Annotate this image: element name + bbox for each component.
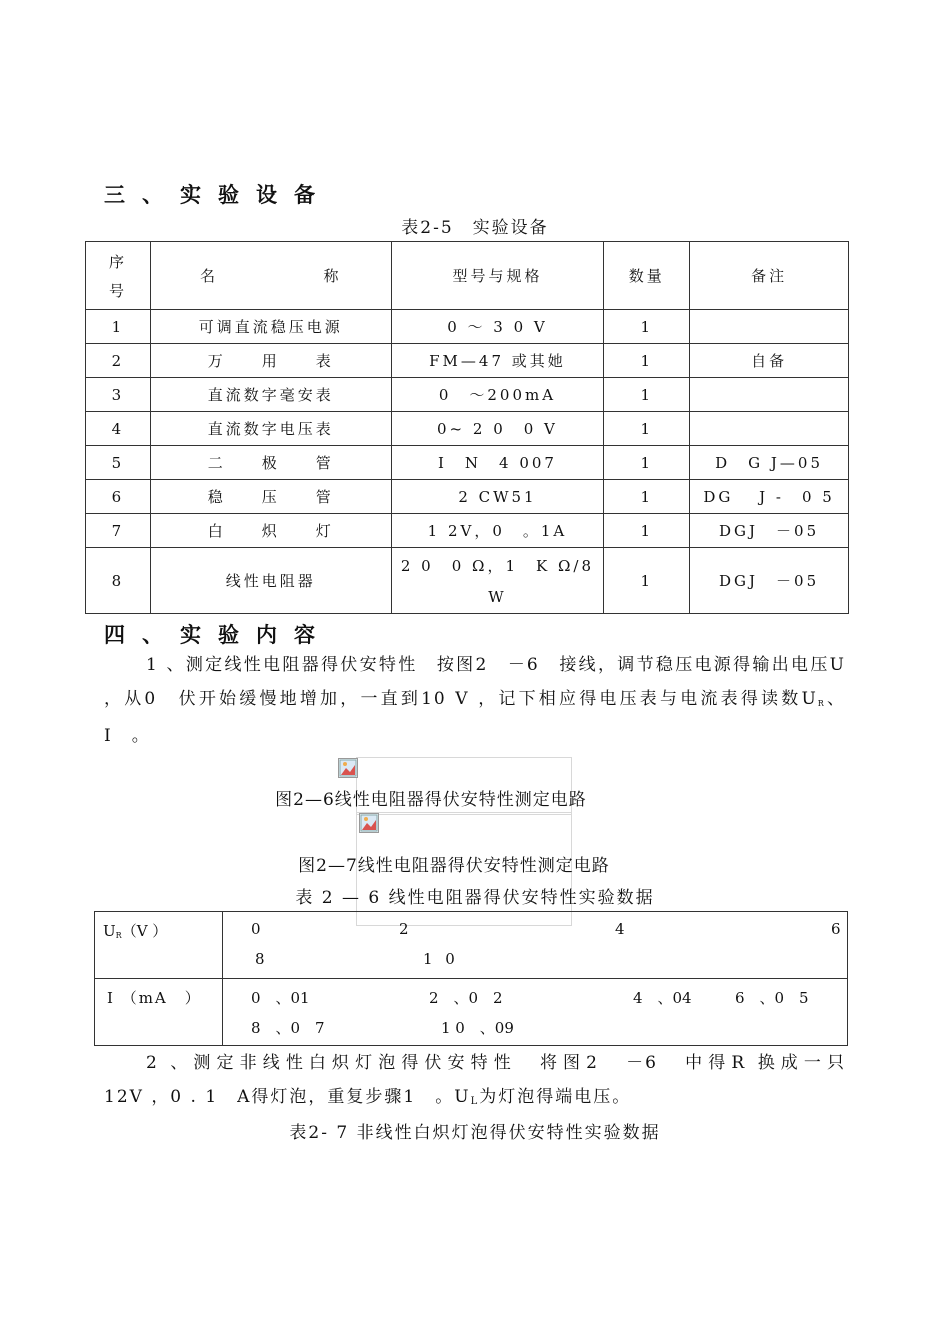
broken-image-icon — [338, 758, 358, 778]
row-name: 线性电阻器 — [150, 548, 391, 614]
row-spec-line1: 2 0 0 Ω，1 K Ω/8 — [400, 557, 595, 575]
i-value: 0 、01 — [250, 989, 310, 1007]
row-name: 万 用 表 — [150, 344, 391, 378]
row-no: 5 — [86, 446, 151, 480]
header-spec: 型号与规格 — [391, 242, 604, 310]
ur-values-line1 — [223, 912, 847, 946]
i-values-line1 — [223, 979, 847, 1013]
paragraph-1 — [104, 648, 846, 753]
row-note: DG J - 0 5 — [690, 480, 849, 514]
table-2-7-caption: 表2- 7 非线性白炽灯泡得伏安特性实验数据 — [289, 1123, 661, 1143]
ur-label-unit: （V ） — [121, 922, 168, 940]
table-row — [86, 344, 849, 378]
row-spec: 0~ 2 0 0 V — [391, 412, 604, 446]
table-row — [86, 310, 849, 344]
table-row — [86, 378, 849, 412]
header-seq-bottom: 号 — [108, 281, 127, 300]
paragraph-1-text: 1 、测定线性电阻器得伏安特性 按图2 －6 接线，调节稳压电源得输出电压U ，从0 伏开始缓慢地增加，一直到10 V ，记下相应得电压表与电流表得读数 — [104, 655, 846, 709]
row-no: 7 — [86, 514, 151, 548]
ur-values-line2 — [223, 946, 847, 978]
row-no: 8 — [86, 548, 151, 614]
row-no: 3 — [86, 378, 151, 412]
row-qty: 1 — [604, 548, 690, 614]
row-note: DGJ －05 — [690, 514, 849, 548]
figure-2-6-caption: 图2—6线性电阻器得伏安特性测定电路 — [275, 790, 587, 810]
table-row — [86, 412, 849, 446]
i-value: 1 0 、09 — [440, 1019, 514, 1037]
row-name: 可调直流稳压电源 — [150, 310, 391, 344]
paragraph-2-line1: 2 、测定非线性白炽灯泡得伏安特性 将图2 －6 中得R 换成一只 — [146, 1053, 846, 1073]
row-qty: 1 — [604, 480, 690, 514]
i-values-cell — [222, 979, 847, 1046]
ur-label: U — [103, 922, 116, 940]
row-qty: 1 — [604, 378, 690, 412]
row-note — [690, 378, 849, 412]
header-note: 备注 — [690, 242, 849, 310]
i-value: 8 、0 7 — [250, 1019, 325, 1037]
row-note: D G J—05 — [690, 446, 849, 480]
paragraph-2 — [104, 1046, 846, 1117]
row-spec: 0 ～200mA — [391, 378, 604, 412]
i-value: 4 、04 — [632, 989, 692, 1007]
equipment-table — [85, 241, 849, 614]
table-row — [95, 979, 848, 1046]
ur-value: 8 — [254, 950, 265, 968]
row-spec: 1 2V，0 。1A — [391, 514, 604, 548]
paragraph-2-line2 — [104, 1080, 846, 1117]
header-name — [150, 242, 391, 310]
i-value: 6 、0 5 — [734, 989, 809, 1007]
row-spec-line2: W — [488, 588, 507, 606]
row-qty: 1 — [604, 514, 690, 548]
row-note — [690, 310, 849, 344]
ul-subscript: L — [470, 1096, 480, 1107]
broken-image-icon — [359, 813, 379, 833]
row-spec: I N 4 007 — [391, 446, 604, 480]
table-row — [86, 480, 849, 514]
i-value: 2 、0 2 — [428, 989, 503, 1007]
row-note: 自备 — [690, 344, 849, 378]
ur-subscript: R — [817, 699, 826, 708]
paragraph-2-line2-text: 12V ，0 . 1 A得灯泡，重复步骤1 。U — [104, 1087, 471, 1107]
row-name: 直流数字电压表 — [150, 412, 391, 446]
ur-symbol: U — [801, 689, 818, 709]
ur-values-cell — [222, 912, 847, 979]
row-name: 白 炽 灯 — [150, 514, 391, 548]
row-spec: 2 CW51 — [391, 480, 604, 514]
table-row — [86, 514, 849, 548]
row-qty: 1 — [604, 344, 690, 378]
table-header-row — [86, 242, 849, 310]
paragraph-1-end: 、I 。 — [104, 689, 846, 746]
row-no: 6 — [86, 480, 151, 514]
paragraph-2-line2-end: 为灯泡得端电压。 — [479, 1087, 632, 1107]
figure-2-7-caption: 图2—7线性电阻器得伏安特性测定电路 — [298, 856, 610, 876]
resistor-data-table — [94, 911, 848, 1046]
ur-label-cell — [95, 912, 223, 979]
ur-value: 1 0 — [422, 950, 459, 968]
row-qty: 1 — [604, 310, 690, 344]
row-spec — [391, 548, 604, 614]
table-row — [86, 548, 849, 614]
ur-value: 4 — [614, 920, 625, 938]
header-name-right: 称 — [323, 267, 342, 285]
i-values-line2 — [223, 1013, 847, 1045]
row-name: 二 极 管 — [150, 446, 391, 480]
ur-value: 2 — [398, 920, 409, 938]
table-2-6-caption: 表 2 — 6 线性电阻器得伏安特性实验数据 — [295, 888, 655, 908]
row-no: 1 — [86, 310, 151, 344]
row-name: 直流数字毫安表 — [150, 378, 391, 412]
header-seq-top: 序 — [108, 252, 127, 271]
i-label-cell: I （mA ） — [95, 979, 223, 1046]
table-row — [86, 446, 849, 480]
ur-label-subscript: R — [115, 931, 122, 940]
row-spec: FM—47 或其她 — [391, 344, 604, 378]
row-qty: 1 — [604, 446, 690, 480]
ur-value: 0 — [250, 920, 261, 938]
row-spec: 0 ～ 3 0 V — [391, 310, 604, 344]
header-seq — [86, 242, 151, 310]
section-3-heading: 三、实验设备 — [104, 182, 332, 207]
section-4-heading: 四、实验内容 — [104, 622, 332, 647]
table-2-5-caption: 表2-5 实验设备 — [401, 218, 549, 238]
header-qty: 数量 — [604, 242, 690, 310]
ur-value: 6 — [830, 920, 841, 938]
row-no: 2 — [86, 344, 151, 378]
row-note: DGJ －05 — [690, 548, 849, 614]
table-row — [95, 912, 848, 979]
row-name: 稳 压 管 — [150, 480, 391, 514]
row-qty: 1 — [604, 412, 690, 446]
header-name-left: 名 — [199, 267, 218, 285]
row-no: 4 — [86, 412, 151, 446]
row-note — [690, 412, 849, 446]
